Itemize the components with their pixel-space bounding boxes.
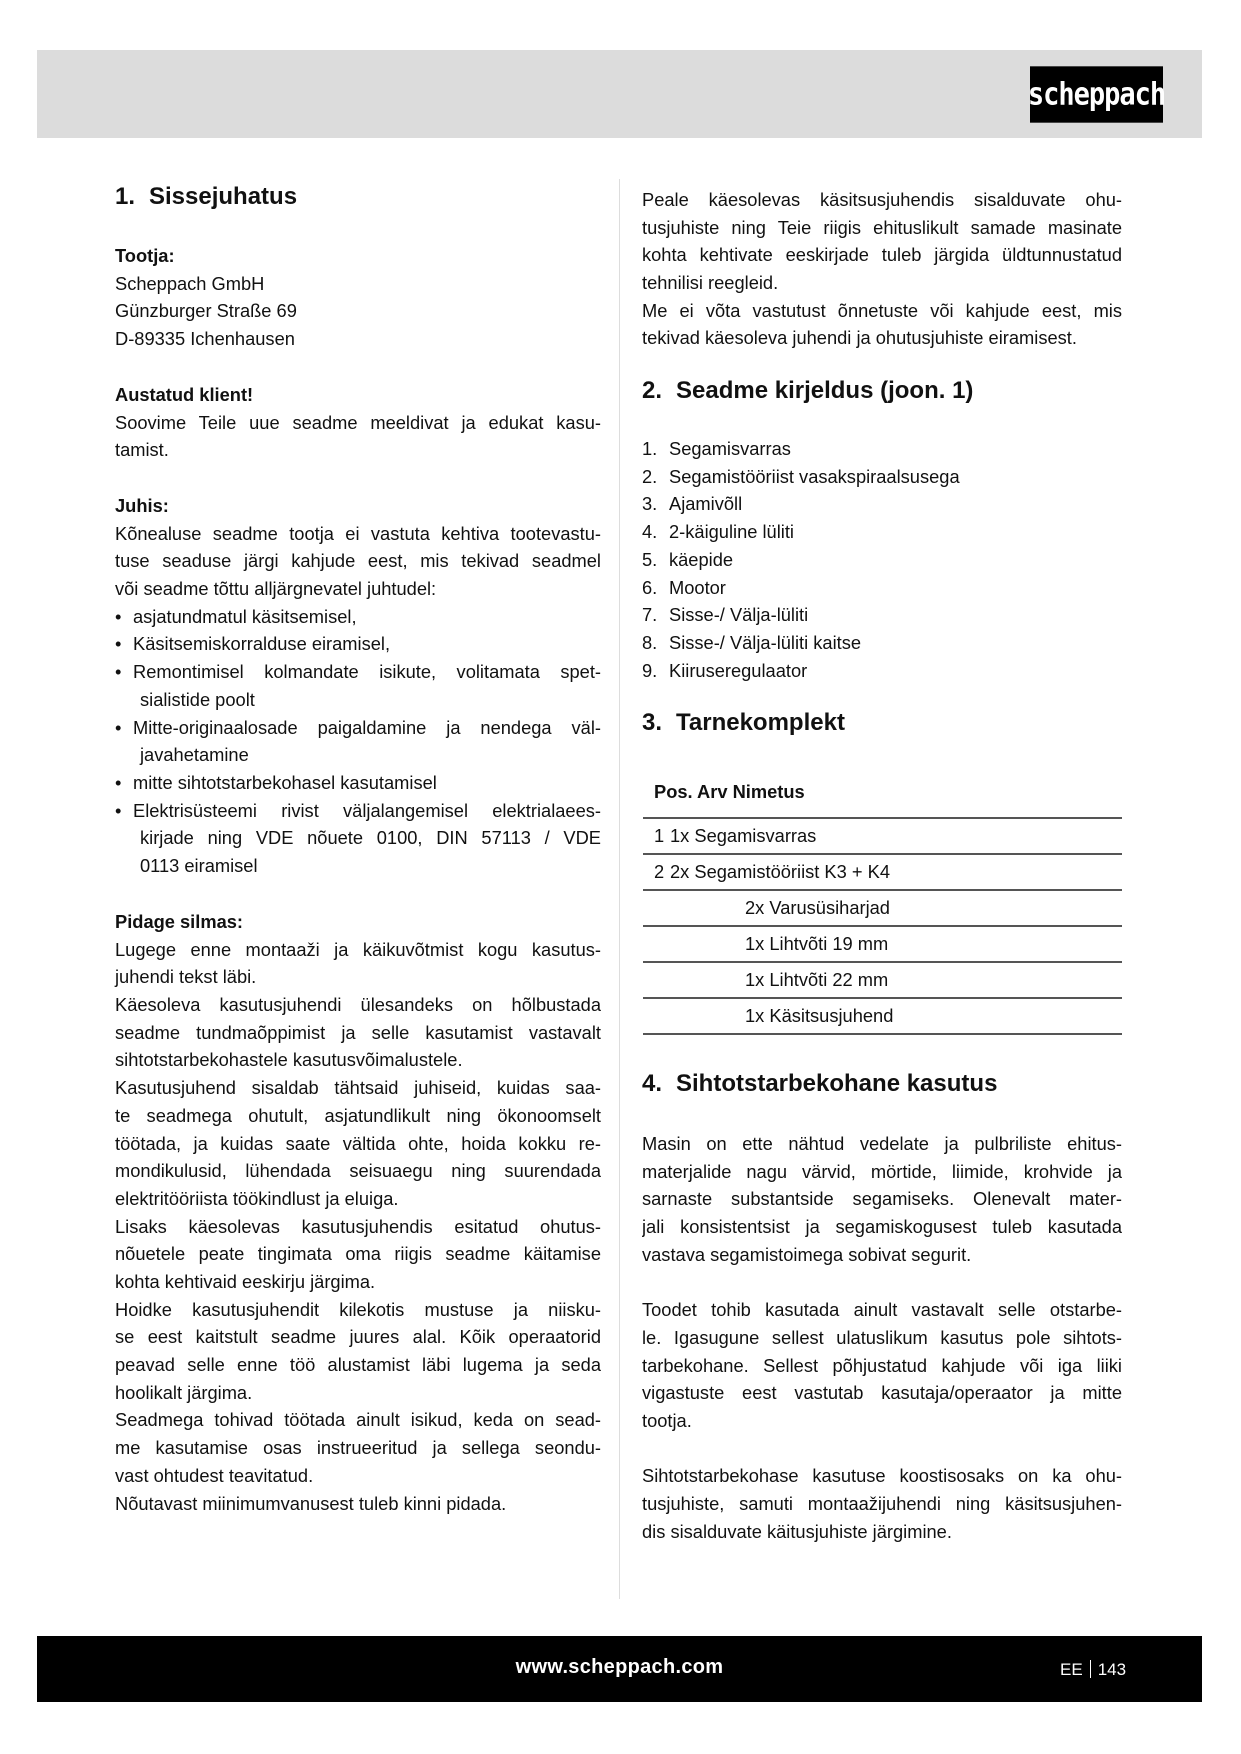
text-line: tamist.	[115, 439, 169, 461]
item-cell: 2x Varusüsiharjad	[745, 897, 890, 918]
table-row	[643, 891, 1122, 927]
table-row	[643, 819, 1122, 855]
pos-cell: 1	[654, 825, 665, 846]
text-line: D-89335 Ichenhausen	[115, 328, 295, 350]
text-line: sarnaste substantside segamiseks. Olenevalt mater-	[642, 1188, 1122, 1210]
text-line: le. Igasugune sellest ulatuslikum kasutus pole sihtots-	[642, 1326, 1122, 1348]
list-item	[642, 463, 1122, 491]
item-label: Kiiruseregulaator	[669, 659, 808, 681]
attention-label: Pidage silmas:	[115, 911, 244, 932]
item-label: Sisse-/ Välja-lüliti	[669, 604, 809, 626]
text-line: tusjuhiste, samuti montaažijuhendi ning käsitsusjuhen-	[642, 1492, 1122, 1514]
paragraph	[642, 1296, 1122, 1434]
item-number: 5.	[642, 548, 658, 570]
section-title: Sihtotstarbekohane kasutus	[676, 1070, 998, 1097]
section-number: 1.	[115, 183, 136, 210]
language-code: EE	[1060, 1660, 1083, 1679]
item-label: 2-käiguline lüliti	[669, 521, 794, 543]
item-label: Segamistööriist vasakspiraalsusega	[669, 465, 960, 487]
pos-cell: 2	[654, 861, 665, 882]
text-line: kirjade ning VDE nõuete 0100, DIN 57113 / VDE	[140, 827, 601, 849]
list-item	[115, 797, 601, 880]
paragraph	[642, 297, 1122, 352]
greeting-block	[115, 381, 601, 464]
text-line: Me ei võta vastutust õnnetuste või kahjude eest, mis	[642, 299, 1122, 321]
page-number	[1060, 1660, 1126, 1680]
text-line: Masin on ette nähtud vedelate ja pulbriliste ehitus-	[642, 1133, 1122, 1154]
text-lines	[115, 409, 601, 464]
text-line: tarbekohane. Sellest põhjustatud kahjude või iga liiki	[642, 1354, 1122, 1376]
text-line: Günzburger Straße 69	[115, 300, 297, 322]
item-number: 6.	[642, 576, 658, 598]
text-lines	[115, 936, 601, 1518]
text-line: tuse seaduse järgi kahjude eest, mis tekivad seadmel	[115, 550, 601, 572]
section-number: 2.	[642, 377, 663, 404]
text-line: Seadmega tohivad töötada ainult isikud, keda on sead-	[115, 1409, 601, 1431]
text-line: tusjuhiste ning Teie riigis ehituslikult samade masinate	[642, 216, 1122, 238]
intro-block	[642, 186, 1122, 352]
item-label: Sisse-/ Välja-lüliti kaitse	[669, 631, 862, 653]
item-number: 3.	[642, 493, 658, 515]
item-label: Segamisvarras	[669, 438, 791, 459]
manufacturer-block	[115, 242, 601, 353]
text-line: elektritööriista töökindlust ja eluiga.	[115, 1187, 399, 1209]
website-link[interactable]: www.scheppach.com	[515, 1656, 724, 1678]
list-item	[642, 657, 1122, 685]
text-line: vastava segamistoimega sobivat segurit.	[642, 1243, 972, 1265]
text-lines	[115, 520, 601, 603]
bullet-icon: •	[115, 661, 122, 683]
list-item	[115, 630, 601, 658]
greeting-label: Austatud klient!	[115, 384, 254, 405]
list-item	[115, 714, 601, 769]
text-line: hoolikalt järgima.	[115, 1381, 253, 1403]
list-item	[642, 574, 1122, 602]
item-number: 8.	[642, 631, 658, 653]
text-line: Scheppach GmbH	[115, 272, 265, 294]
text-line: Käsitsemiskorralduse eiramisel,	[133, 633, 391, 655]
section-title: Tarnekomplekt	[676, 709, 845, 736]
text-line: seadme tundmaõppimist ja selle kasutamist vastavalt	[115, 1021, 601, 1043]
text-line: materjalide nagu värvid, mörtide, liimide, krohvide ja	[642, 1160, 1122, 1182]
text-line: Soovime Teile uue seadme meeldivat ja edukat kasu-	[115, 411, 601, 433]
text-line: tootja.	[642, 1409, 692, 1431]
scheppach-logo: scheppach	[1030, 66, 1163, 122]
section-title: Seadme kirjeldus (joon. 1)	[676, 377, 974, 404]
text-line: töötada, ja kuidas saate vältida ohte, hoida kokku re-	[115, 1132, 601, 1154]
manufacturer-label: Tootja:	[115, 245, 175, 266]
text-line: Hoidke kasutusjuhendit kilekotis mustuse ja niisku-	[115, 1298, 601, 1320]
table-header: Pos. Arv Nimetus	[643, 774, 1122, 819]
paragraph	[115, 936, 601, 991]
text-line: se eest kaitstult seadme juures alal. Kõik operaatorid	[115, 1326, 601, 1348]
text-line: või seadme tõttu alljärgnevatel juhtudel:	[115, 578, 437, 600]
text-line: tekivad käesoleva juhendi ja ohutusjuhiste eiramisest.	[642, 327, 1077, 349]
text-line: kohta kehtivate eeskirjade tuleb järgida üldtunnustatud	[642, 244, 1122, 266]
item-number: 1.	[642, 438, 658, 459]
table-row	[643, 927, 1122, 963]
parts-list	[642, 435, 1122, 684]
table-row	[643, 963, 1122, 999]
section-3-heading	[642, 708, 1122, 738]
text-line: Elektrisüsteemi rivist väljalangemisel elektrialaees-	[133, 799, 601, 821]
text-line: juhendi tekst läbi.	[115, 966, 257, 988]
page-footer	[37, 1636, 1202, 1702]
text-line: asjatundmatul käsitsemisel,	[133, 605, 357, 627]
item-cell: 1x Lihtvõti 19 mm	[745, 933, 889, 954]
text-line: Sihtotstarbekohase kasutuse koostisosaks on ka ohu-	[642, 1465, 1122, 1487]
section-4-heading	[642, 1069, 1122, 1099]
text-line: kohta kehtivaid eeskirju järgima.	[115, 1271, 376, 1292]
item-number: 7.	[642, 604, 658, 626]
note-label: Juhis:	[115, 495, 169, 516]
usage-block	[642, 1130, 1122, 1545]
text-line: Kõnealuse seadme tootja ei vastuta kehtiva tootevastu-	[115, 522, 601, 544]
text-line: jali konsistentsist ja segamiskogusest tuleb kasutada	[642, 1216, 1122, 1238]
text-line: Mitte-originaalosade paigaldamine ja nendega väl-	[133, 716, 601, 738]
list-item	[642, 490, 1122, 518]
item-label: Ajamivõll	[669, 493, 743, 515]
text-lines	[115, 270, 601, 353]
separator	[1090, 1660, 1091, 1678]
paragraph	[115, 1490, 601, 1518]
item-number: 4.	[642, 521, 658, 543]
list-item	[642, 629, 1122, 657]
column-divider	[619, 179, 620, 1599]
text-line: Nõutavast miinimumvanusest tuleb kinni pidada.	[115, 1492, 507, 1514]
text-line: sialistide poolt	[140, 688, 255, 710]
page-header	[37, 50, 1202, 138]
text-line: mondikulusid, lühendada seisuaegu ning suurendada	[115, 1160, 601, 1182]
text-lines	[642, 186, 1122, 352]
text-line: Käesoleva kasutusjuhendi ülesandeks on hõlbustada	[115, 994, 601, 1016]
list-item	[115, 769, 601, 797]
text-line: Lisaks käesolevas kasutusjuhendis esitatud ohutus-	[115, 1215, 601, 1237]
section-title: Sissejuhatus	[149, 183, 298, 210]
text-line: dis sisalduvate käitusjuhiste järgimine.	[642, 1520, 952, 1542]
table-row	[643, 855, 1122, 891]
text-line: 0113 eiramisel	[140, 855, 258, 877]
list-item	[115, 603, 601, 631]
bullet-icon: •	[115, 605, 122, 627]
text-line: Lugege enne montaaži ja käikuvõtmist kogu kasutus-	[115, 938, 601, 960]
text-line: nõuetele peate tingimata oma riigis seadme käitamise	[115, 1243, 601, 1265]
list-item	[642, 518, 1122, 546]
list-item	[642, 546, 1122, 574]
text-line: tehnilisi reegleid.	[642, 272, 779, 294]
paragraph	[642, 1462, 1122, 1545]
item-cell: 1x Lihtvõti 22 mm	[745, 969, 889, 990]
text-line: Toodet tohib kasutada ainult vastavalt selle otstarbe-	[642, 1299, 1122, 1321]
item-number: 2.	[642, 465, 658, 487]
bullet-icon: •	[115, 799, 122, 821]
liability-bullet-list	[115, 603, 601, 880]
item-cell: 2x Segamistööriist K3 + K4	[670, 861, 890, 882]
item-label: käepide	[669, 548, 734, 570]
item-label: Mootor	[669, 576, 726, 598]
list-item	[642, 601, 1122, 629]
section-2-heading	[642, 376, 1122, 406]
text-line: Peale käesolevas käsitsusjuhendis sisalduvate ohu-	[642, 189, 1122, 210]
text-line: vigastuste eest vastutab kasutaja/operaator ja mitte	[642, 1382, 1122, 1404]
text-line: te seadmega ohutult, asjatundlikult ning ökonoomselt	[115, 1104, 601, 1126]
item-cell: 1x Segamisvarras	[670, 825, 817, 846]
paragraph	[115, 1296, 601, 1407]
section-1-heading	[115, 182, 601, 212]
delivery-table	[643, 774, 1122, 1035]
text-line: javahetamine	[140, 744, 249, 766]
bullet-icon: •	[115, 771, 122, 793]
text-lines	[642, 1130, 1122, 1545]
item-number: 9.	[642, 659, 658, 681]
paragraph	[642, 1130, 1122, 1268]
text-line: sihtotstarbekohastele kasutusvõimalustele.	[115, 1049, 463, 1071]
text-line: mitte sihtotstarbekohasel kasutamisel	[133, 771, 437, 793]
note-block	[115, 492, 601, 880]
section-number: 3.	[642, 709, 663, 736]
paragraph	[642, 186, 1122, 297]
text-line: me kasutamise osas instrueeritud ja sellega seondu-	[115, 1437, 601, 1459]
paragraph	[115, 1074, 601, 1212]
text-line: peavad selle enne töö alustamist läbi lugema ja seda	[115, 1354, 601, 1376]
item-cell: 1x Käsitsusjuhend	[745, 1005, 894, 1026]
list-item	[642, 435, 1122, 463]
section-number: 4.	[642, 1070, 663, 1097]
text-line: Remontimisel kolmandate isikute, volitamata spet-	[133, 661, 601, 683]
attention-block	[115, 908, 601, 1517]
table-row	[643, 999, 1122, 1035]
text-line: Kasutusjuhend sisaldab tähtsaid juhiseid, kuidas saa-	[115, 1077, 601, 1099]
page-number-value: 143	[1097, 1660, 1127, 1679]
paragraph	[115, 1406, 601, 1489]
paragraph	[115, 1213, 601, 1296]
paragraph	[115, 991, 601, 1074]
list-item	[115, 658, 601, 713]
bullet-icon: •	[115, 633, 122, 655]
text-line: vast ohtudest teavitatud.	[115, 1464, 314, 1486]
bullet-icon: •	[115, 716, 122, 738]
